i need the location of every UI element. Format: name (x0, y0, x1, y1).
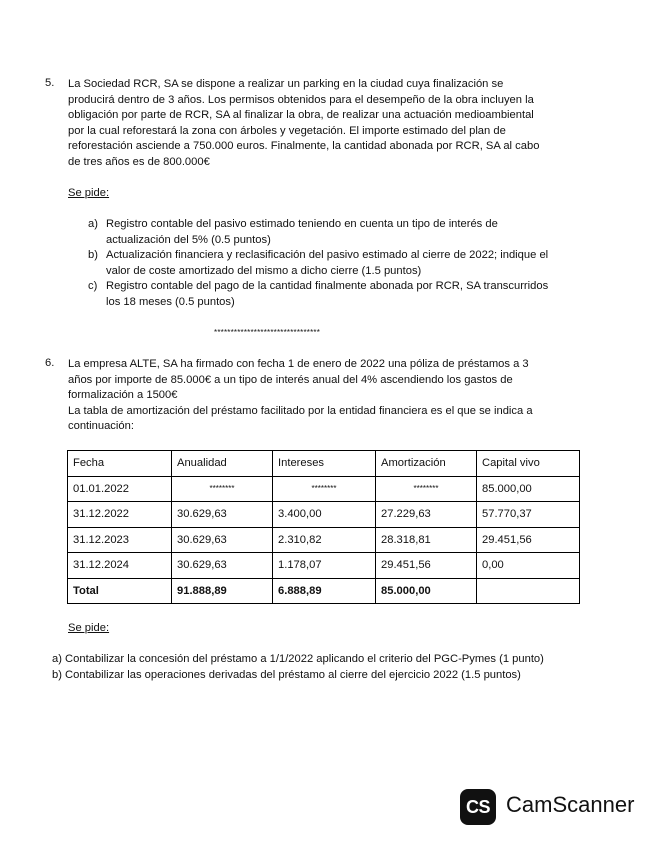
item-marker: a) (88, 218, 98, 230)
table-header-row (68, 451, 580, 477)
question-5-item-c (88, 279, 588, 311)
table-cell: 1.178,07 (273, 553, 376, 579)
table-cell: Total (68, 578, 172, 604)
section-separator: ******************************** (214, 328, 321, 337)
table-cell: 30.629,63 (172, 553, 273, 579)
header-cell: Amortización (376, 451, 477, 477)
table-cell: 85.000,00 (376, 578, 477, 604)
item-line: Registro contable del pago de la cantidad finalmente abonada por RCR, SA transcurridos (106, 280, 549, 292)
question-6-statement (68, 357, 533, 435)
question-5-number: 5. (45, 77, 55, 89)
table-cell: 29.451,56 (477, 527, 580, 553)
statement-line: La Sociedad RCR, SA se dispone a realizar un parking en la ciudad cuya finalización se (68, 78, 504, 90)
statement-line: años por importe de 85.000€ a un tipo de interés anual del 4% ascendiendo los gastos de (68, 373, 513, 386)
question-5-item-a (88, 217, 588, 249)
table-cell: ******** (172, 476, 273, 502)
item-line: Registro contable del pasivo estimado teniendo en cuenta un tipo de interés de (106, 218, 498, 230)
statement-line: obligación por parte de RCR, SA al finalizar la obra, de realizar una actuación medioambiental (68, 109, 534, 121)
table-row (68, 502, 580, 528)
statement-line: producirá dentro de 3 años. Los permisos obtenidos para el desempeño de la obra incluyen la (68, 93, 534, 106)
table-cell: 57.770,37 (477, 502, 580, 528)
item-marker: b) (88, 249, 98, 261)
table-cell: 31.12.2022 (68, 502, 172, 528)
table-cell: 30.629,63 (172, 502, 273, 528)
table-cell: ******** (376, 476, 477, 502)
table-row (68, 476, 580, 502)
question-5-se-pide: Se pide: (68, 187, 110, 199)
header-cell: Intereses (273, 451, 376, 477)
table-cell: 31.12.2023 (68, 527, 172, 553)
question-6-request-a: a) Contabilizar la concesión del préstamo a 1/1/2022 aplicando el criterio del PGC-Pymes (1 punto) (52, 653, 544, 665)
item-line: valor de coste amortizado del mismo a dicho cierre (1.5 puntos) (106, 264, 422, 277)
statement-line: de tres años es de 800.000€ (68, 155, 210, 168)
camscanner-logo-text: CamScanner (506, 792, 635, 817)
table-cell: 29.451,56 (376, 553, 477, 579)
table-cell: 31.12.2024 (68, 553, 172, 579)
table-cell: 6.888,89 (273, 578, 376, 604)
table-row (68, 553, 580, 579)
amortization-table (67, 450, 580, 604)
table-cell: 0,00 (477, 553, 580, 579)
table-cell: 2.310,82 (273, 527, 376, 553)
table-cell (477, 578, 580, 604)
statement-line: continuación: (68, 420, 134, 432)
statement-line: formalización a 1500€ (68, 389, 178, 401)
question-5-item-b (88, 248, 588, 280)
header-cell: Anualidad (172, 451, 273, 477)
question-6-request-b: b) Contabilizar las operaciones derivadas del préstamo al cierre del ejercicio 2022 (1.5 puntos) (52, 669, 521, 681)
statement-line: La tabla de amortización del préstamo facilitado por la entidad financiera es el que se indica a (68, 404, 533, 417)
camscanner-logo-icon: CS (460, 789, 496, 825)
statement-line: reforestación asciende a 750.000 euros. Finalmente, la cantidad abonada por RCR, SA al cabo (68, 140, 540, 152)
table-cell: 28.318,81 (376, 527, 477, 553)
table-cell: ******** (273, 476, 376, 502)
table-row (68, 527, 580, 553)
item-line: los 18 meses (0.5 puntos) (106, 295, 235, 308)
question-6-number: 6. (45, 357, 55, 369)
table-total-row (68, 578, 580, 604)
table-cell: 3.400,00 (273, 502, 376, 528)
question-6-se-pide: Se pide: (68, 622, 110, 634)
question-5-statement (68, 77, 539, 170)
statement-line: por la cual reforestará la zona con árboles y vegetación. El importe estimado del plan de (68, 124, 506, 137)
table-cell: 01.01.2022 (68, 476, 172, 502)
statement-line: La empresa ALTE, SA ha firmado con fecha 1 de enero de 2022 una póliza de préstamos a 3 (68, 358, 529, 370)
table-cell: 91.888,89 (172, 578, 273, 604)
table-cell: 27.229,63 (376, 502, 477, 528)
item-line: actualización del 5% (0.5 puntos) (106, 233, 271, 246)
camscanner-watermark (460, 788, 635, 828)
item-line: Actualización financiera y reclasificación del pasivo estimado al cierre de 2022; indique el (106, 249, 549, 261)
table-cell: 85.000,00 (477, 476, 580, 502)
item-marker: c) (88, 280, 98, 292)
header-cell: Fecha (68, 451, 172, 477)
header-cell: Capital vivo (477, 451, 580, 477)
table-cell: 30.629,63 (172, 527, 273, 553)
